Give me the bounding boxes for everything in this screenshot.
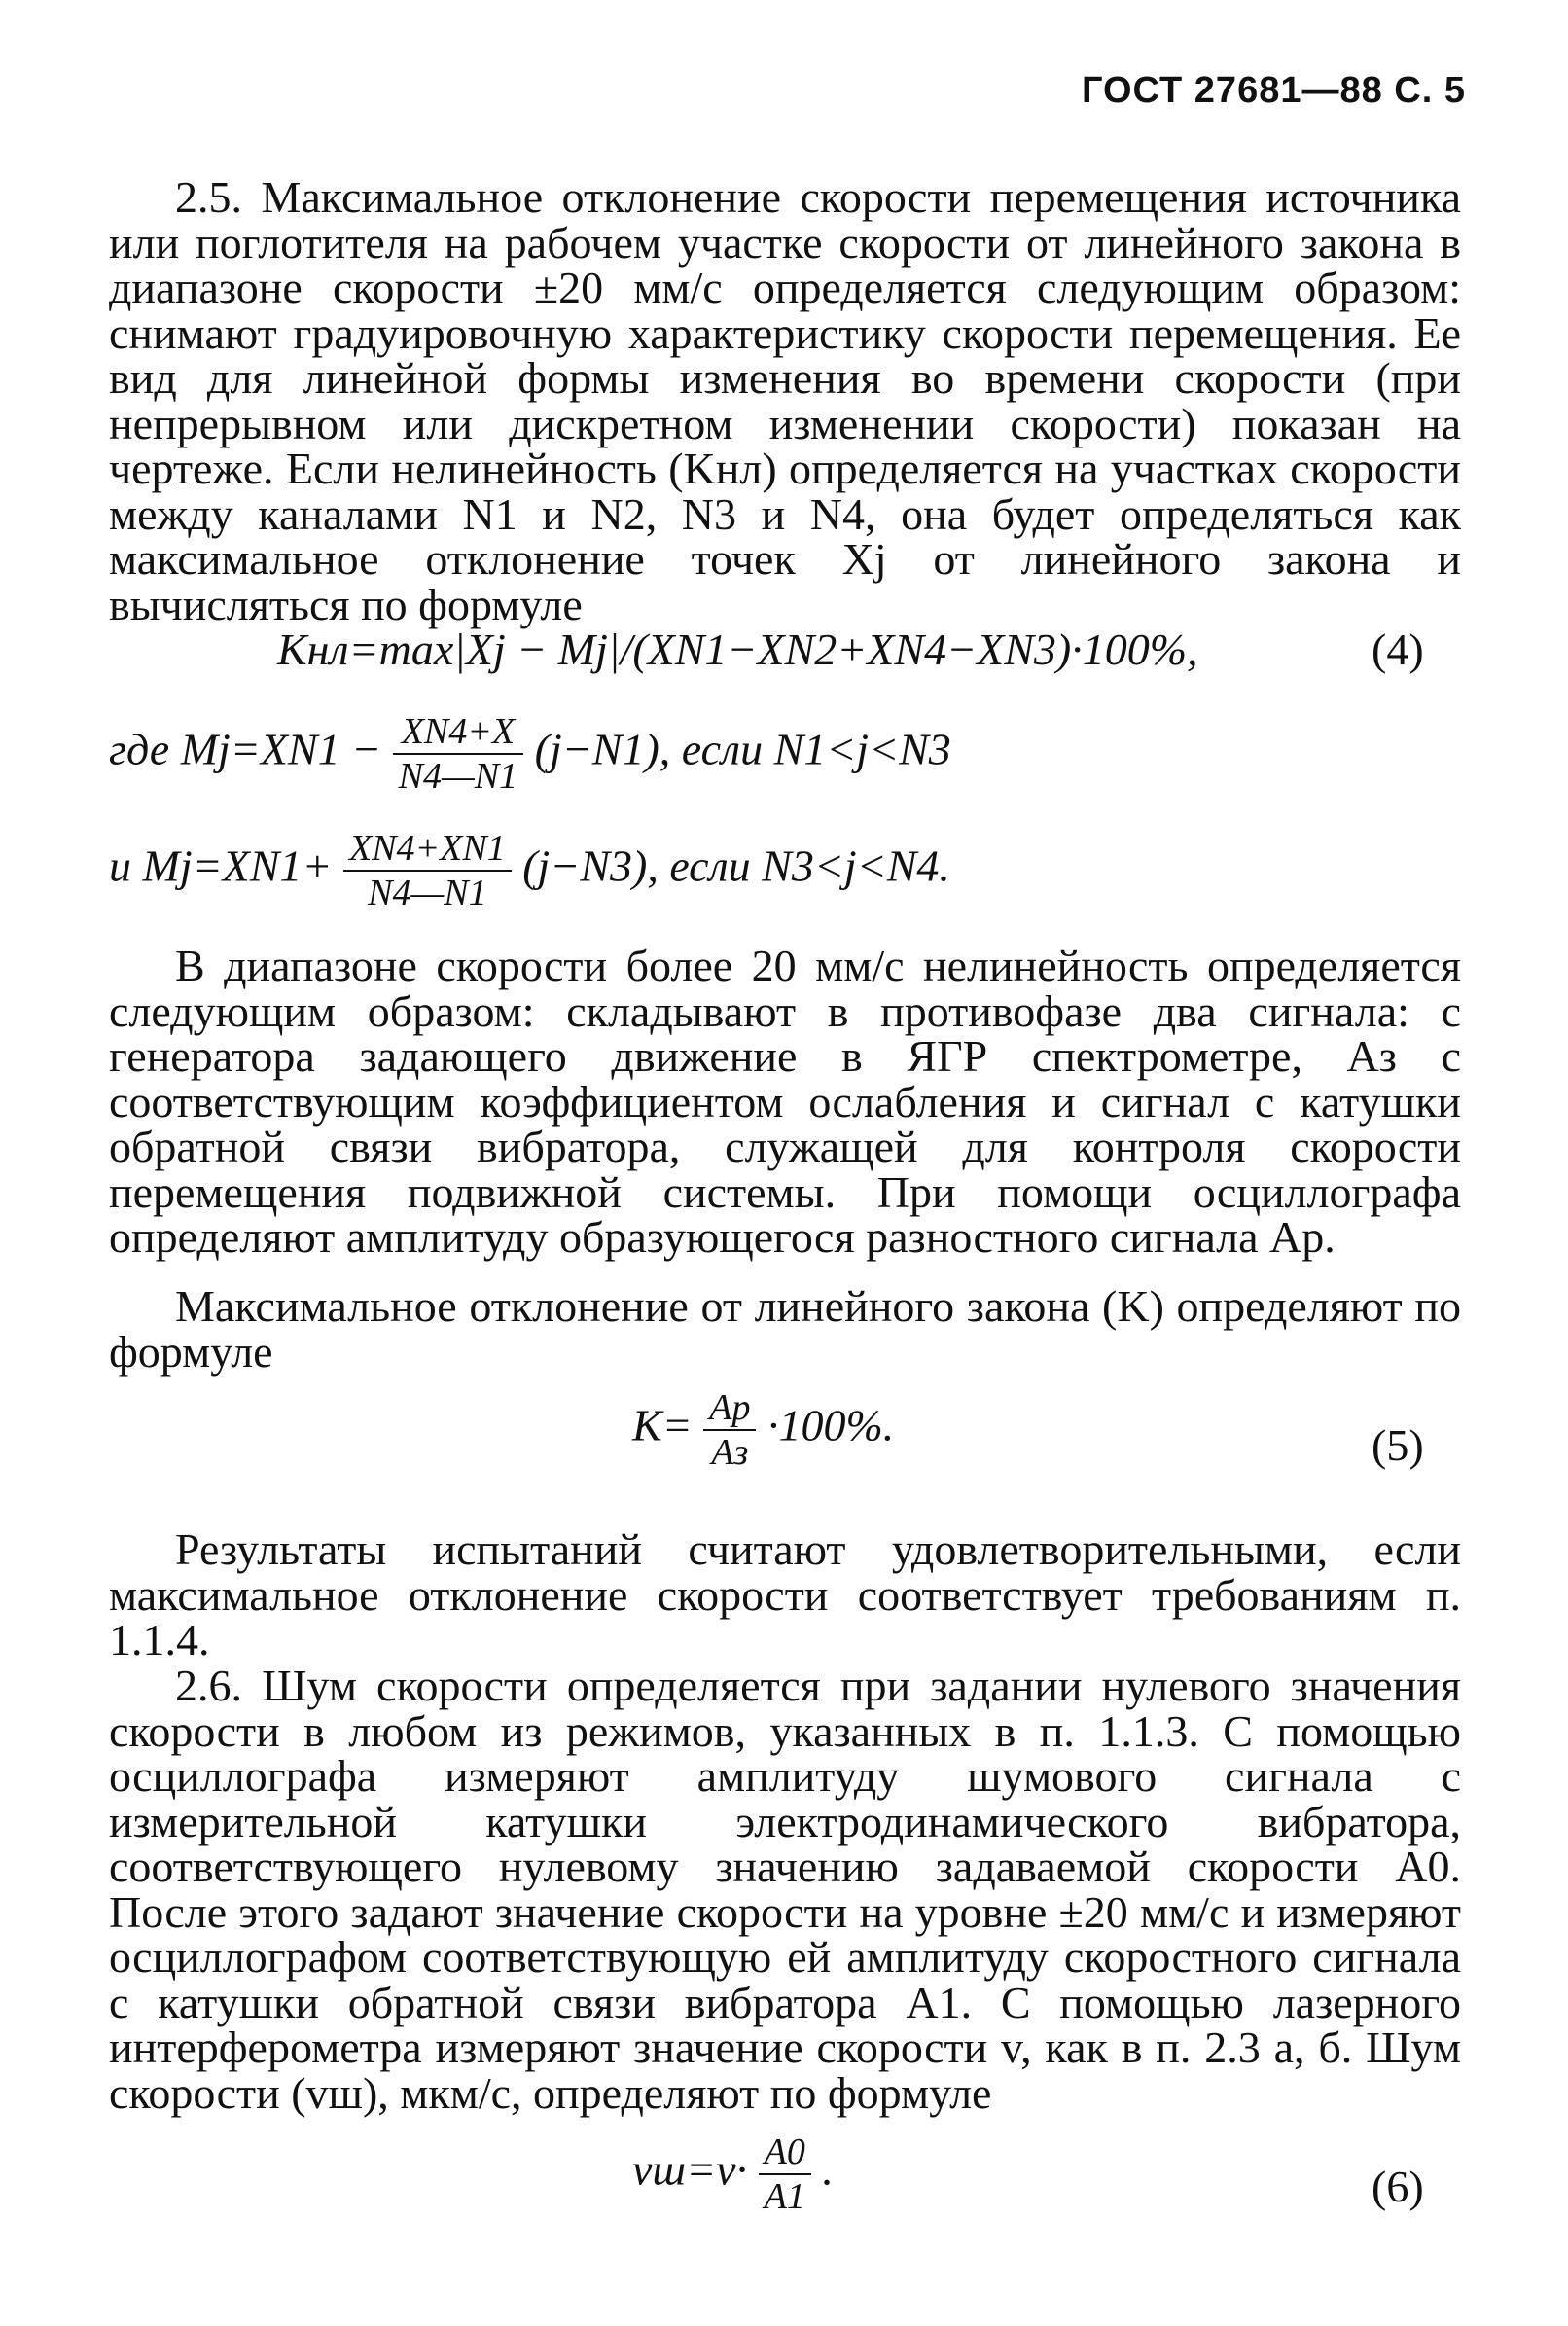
formula-mj-2 bbox=[109, 827, 950, 914]
formula-mj-2-denominator: N4—N1 bbox=[368, 873, 487, 913]
paragraph-max-deviation bbox=[109, 1281, 1461, 1377]
formula-mj-2-fraction bbox=[343, 827, 512, 914]
formula-4-number: (4) bbox=[1372, 625, 1424, 674]
formula-mj-1-suffix: (j−N1), если N1<j<N3 bbox=[534, 724, 951, 774]
formula-mj-2-prefix: и Mj=XN1+ bbox=[109, 841, 333, 891]
formula-5 bbox=[632, 1386, 894, 1474]
formula-6-fraction bbox=[759, 2130, 811, 2218]
page-header: ГОСТ 27681—88 С. 5 bbox=[1081, 70, 1466, 111]
formula-5-denominator: Aз bbox=[711, 1432, 749, 1473]
paragraph-range-text: В диапазоне скорости более 20 мм/с нелинейность определяется следующим образом: складывают в противофазе два сигнала: с генератора задающего движение в ЯГР спектрометре, Aз с соответствующим коэффициентом ослабления и сигнал с катушки обратной связи вибратора, служащей для контроля скорости перемещения подвижной системы. При помощи осциллографа определяют амплитуду образующегося разностного сигнала Aр. bbox=[109, 941, 1461, 1262]
paragraph-range bbox=[109, 941, 1461, 1262]
formula-6-denominator: A1 bbox=[764, 2176, 805, 2217]
formula-mj-1 bbox=[109, 710, 951, 798]
formula-mj-1-prefix: где Mj=XN1 − bbox=[109, 724, 382, 774]
formula-6-prefix: vш=v· bbox=[632, 2144, 748, 2195]
formula-mj-1-fraction bbox=[393, 710, 523, 798]
formula-5-number: (5) bbox=[1372, 1420, 1424, 1470]
formula-6-numerator: A0 bbox=[759, 2130, 811, 2175]
formula-mj-1-denominator: N4—N1 bbox=[398, 756, 518, 797]
formula-mj-1-numerator: XN4+X bbox=[393, 710, 523, 755]
formula-mj-2-numerator: XN4+XN1 bbox=[343, 827, 512, 872]
formula-5-fraction bbox=[703, 1386, 756, 1474]
formula-6-number: (6) bbox=[1372, 2162, 1424, 2211]
paragraph-2-5 bbox=[109, 172, 1461, 629]
paragraph-2-6-text: 2.6. Шум скорости определяется при задании нулевого значения скорости в любом из режимов, указанных в п. 1.1.3. С помощью осциллографа измеряют амплитуду шумового сигнала с измерительной катушки электродинамического вибратора, соответствующего нулевому значению задаваемой скорости A0. После этого задают значение скорости на уровне ±20 мм/с и измеряют осциллографом соответствующую ей амплитуду скоростного сигнала с катушки обратной связи вибратора A1. С помощью лазерного интерферометра измеряют значение скорости v, как в п. 2.3 а, б. Шум скорости (vш), мкм/с, определяют по формуле bbox=[109, 1661, 1461, 2118]
formula-4 bbox=[277, 627, 1198, 673]
formula-6-suffix: . bbox=[822, 2144, 834, 2195]
paragraph-results-text: Результаты испытаний считают удовлетворительными, если максимальное отклонение скорости соответствует требованиям п. 1.1.4. bbox=[109, 1524, 1461, 1664]
formula-6 bbox=[632, 2130, 834, 2218]
formula-5-prefix: K= bbox=[632, 1400, 693, 1450]
paragraph-2-6 bbox=[109, 1661, 1461, 2118]
paragraph-results bbox=[109, 1524, 1461, 1664]
formula-5-numerator: Aр bbox=[703, 1386, 756, 1431]
paragraph-2-5-text: 2.5. Максимальное отклонение скорости перемещения источника или поглотителя на рабочем участке скорости от линейного закона в диапазоне скорости ±20 мм/с определяется следующим образом: снимают градуировочную характеристику скорости перемещения. Ее вид для линейной формы изменения во времени скорости (при непрерывном или дискретном изменении скорости) показан на чертеже. Если нелинейность (Kнл) определяется на участках скорости между каналами N1 и N2, N3 и N4, она будет определяться как максимальное отклонение точек Xj от линейного закона и вычисляться по формуле bbox=[109, 172, 1461, 629]
formula-mj-2-suffix: (j−N3), если N3<j<N4. bbox=[522, 841, 950, 891]
formula-5-suffix: ·100%. bbox=[766, 1400, 895, 1450]
formula-4-text: Kнл=max|Xj − Mj|/(XN1−XN2+XN4−XN3)·100%, bbox=[277, 625, 1198, 674]
paragraph-max-deviation-text: Максимальное отклонение от линейного закона (K) определяют по формуле bbox=[109, 1281, 1461, 1377]
